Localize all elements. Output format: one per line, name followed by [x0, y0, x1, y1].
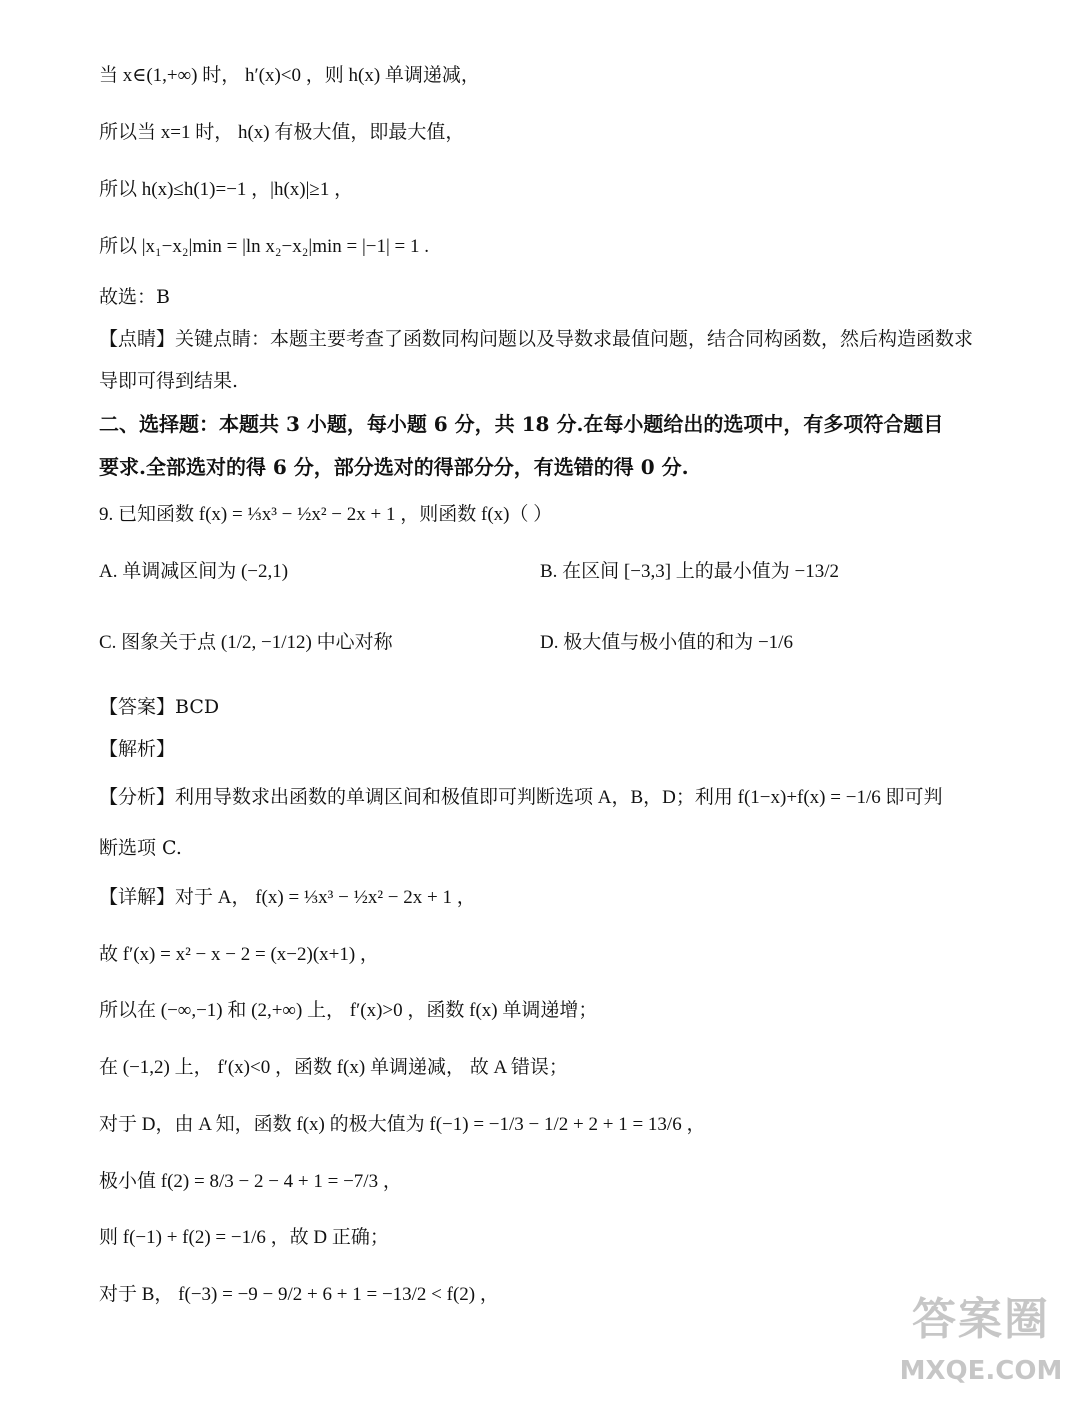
detail-line: 故 f′(x) = x² − x − 2 = (x−2)(x+1) ，	[99, 944, 379, 965]
detail-line: 对于 D，由 A 知，函数 f(x) 的极大值为 f(−1) = −1/3 − 1/2 + 2 + 1 = 13/6 ，	[99, 1114, 706, 1135]
text-line: 所以 |x₁−x₂|min = |ln x₂−x₂|min = |−1| = 1 .	[99, 236, 430, 257]
option-d: D. 极大值与极小值的和为 −1/6	[540, 632, 793, 653]
watermark-logo	[896, 1289, 1066, 1407]
detail-line: 在 (−1,2) 上， f′(x)<0 ，函数 f(x) 单调递减， 故 A 错误；	[99, 1057, 568, 1078]
key-point-line: 【点睛】关键点睛：本题主要考查了函数同构问题以及导数求最值问题，结合同构函数，然后构造函数求	[99, 328, 974, 350]
answer-choice-line: 故选：B	[99, 286, 170, 308]
watermark-text-bottom: MXQE.COM	[899, 1356, 1063, 1386]
option-a: A. 单调减区间为 (−2,1)	[99, 561, 289, 582]
text-line: 所以当 x=1 时， h(x) 有极大值，即最大值，	[99, 122, 465, 143]
detail-line: 极小值 f(2) = 8/3 − 2 − 4 + 1 = −7/3 ，	[99, 1171, 402, 1192]
detail-line: 则 f(−1) + f(2) = −1/6 ，故 D 正确；	[99, 1227, 389, 1248]
detail-line: 对于 B， f(−3) = −9 − 9/2 + 6 + 1 = −13/2 < f(2) ，	[99, 1284, 499, 1305]
watermark-text-top: 答案圈	[912, 1294, 1050, 1345]
option-b: B. 在区间 [−3,3] 上的最小值为 −13/2	[540, 561, 840, 582]
detail-line: 所以在 (−∞,−1) 和 (2,+∞) 上， f′(x)>0 ，函数 f(x) 单调递增；	[99, 1000, 598, 1021]
question-stem: 9. 已知函数 f(x) = ⅓x³ − ½x² − 2x + 1 ，则函数 f(x)（ ）	[99, 504, 553, 525]
text-line: 所以 h(x)≤h(1)=−1 ，|h(x)|≥1 ，	[99, 179, 354, 200]
analysis-label: 【解析】	[99, 738, 176, 760]
analysis-line-cont: 断选项 C.	[99, 837, 182, 859]
detail-line: 【详解】对于 A， f(x) = ⅓x³ − ½x² − 2x + 1 ，	[99, 887, 476, 908]
option-c: C. 图象关于点 (1/2, −1/12) 中心对称	[99, 632, 393, 653]
section-heading: 二、选择题：本题共 3 小题，每小题 6 分，共 18 分.在每小题给出的选项中，有多项符合题目	[99, 412, 944, 436]
text-line: 当 x∈(1,+∞) 时， h′(x)<0 ，则 h(x) 单调递减，	[99, 65, 480, 86]
analysis-line: 【分析】利用导数求出函数的单调区间和极值即可判断选项 A，B，D；利用 f(1−x)+f(x) = −1/6 即可判	[99, 787, 943, 808]
section-heading-cont: 要求.全部选对的得 6 分，部分选对的得部分分，有选错的得 0 分.	[99, 455, 689, 479]
answer-line: 【答案】BCD	[99, 696, 220, 718]
key-point-line-cont: 导即可得到结果.	[99, 370, 239, 392]
